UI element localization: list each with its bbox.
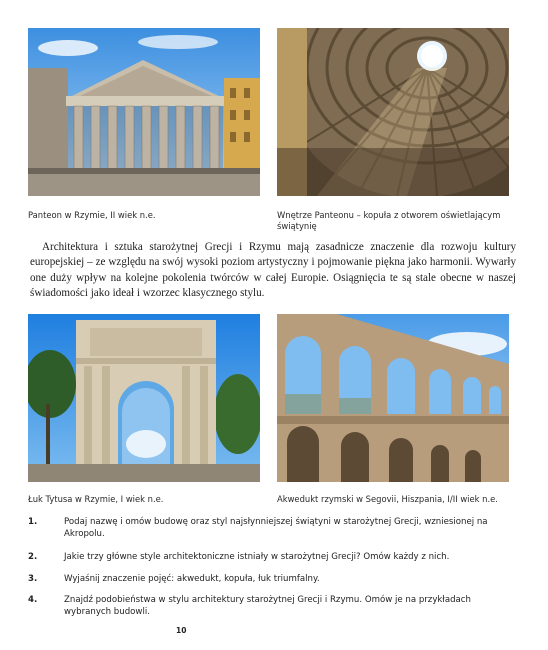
aqueduct-photo	[277, 314, 509, 482]
question-item	[28, 574, 518, 586]
question-number: 3.	[28, 574, 38, 584]
aqueduct-caption: Akwedukt rzymski w Segovii, Hiszpania, I/II wiek n.e.	[277, 494, 498, 504]
pantheon-photo	[28, 28, 260, 196]
question-text: Jakie trzy główne style architektoniczne istniały w starożytnej Grecji? Omów każdy z nich.	[64, 552, 450, 562]
question-number: 2.	[28, 552, 38, 562]
question-item	[28, 595, 518, 618]
question-item	[28, 517, 518, 540]
pantheon-interior-photo	[277, 28, 509, 196]
arch-of-titus-caption: Łuk Tytusa w Rzymie, I wiek n.e.	[28, 494, 164, 504]
question-number: 4.	[28, 595, 38, 605]
pantheon-caption: Panteon w Rzymie, II wiek n.e.	[28, 210, 156, 220]
question-text: Podaj nazwę i omów budowę oraz styl najsłynniejszej świątyni w starożytnej Grecji, wzniesionej na Akropolu.	[64, 517, 488, 539]
intro-paragraph: Architektura i sztuka starożytnej Grecji i Rzymu mają zasadnicze znaczenie dla rozwoju kultury europejskiej – ze względu na swój wysoki poziom artystyczny i pojmowanie piękna jako harmonii. Wywarły one duży wpływ na kolejne pokolenia twórców w całej Europie. Osiągnięcia te są stale obecne w naszej świadomości jako ideał i wzorzec klasycznego stylu.	[30, 241, 516, 300]
question-number: 1.	[28, 517, 38, 527]
question-item	[28, 552, 518, 564]
question-text: Wyjaśnij znaczenie pojęć: akwedukt, kopuła, łuk triumfalny.	[64, 574, 320, 584]
pantheon-interior-caption: Wnętrze Panteonu – kopuła z otworem oświetlającym świątynię	[277, 210, 501, 231]
question-text: Znajdź podobieństwa w stylu architektury starożytnej Grecji i Rzymu. Omów je na przykładach wybranych budowli.	[64, 595, 471, 617]
page-number: 10	[176, 626, 187, 635]
arch-of-titus-photo	[28, 314, 260, 482]
